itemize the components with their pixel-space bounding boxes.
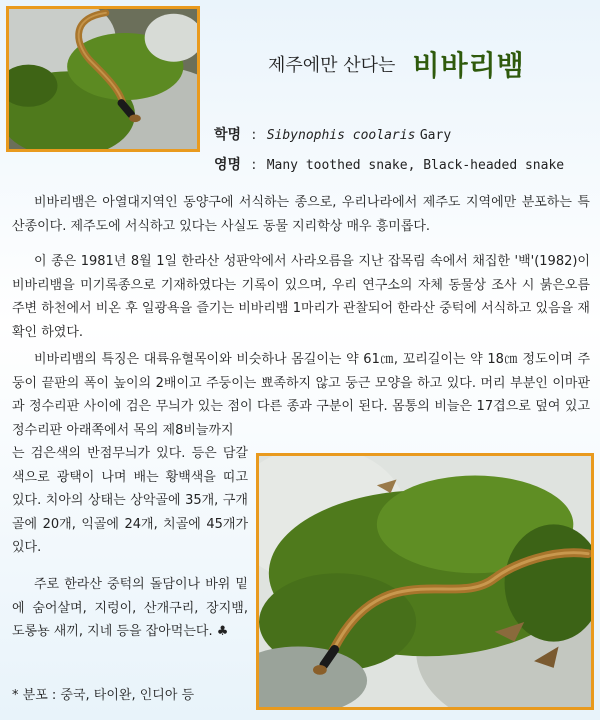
paragraph-intro xyxy=(12,191,590,238)
paragraph-habitat-text: 주로 한라산 중턱의 돌담이나 바위 밑에 숨어살며, 지렁이, 산개구리, 장지뱀, 도롱뇽 새끼, 지네 등을 잡아먹는다. ♣ xyxy=(12,577,248,639)
page-title xyxy=(268,44,525,84)
snake-photo-bottom xyxy=(256,453,594,710)
scientific-name-row xyxy=(214,124,451,144)
paragraph-features-cont-text: 는 검은색의 반점무늬가 있다. 등은 담갈색으로 광택이 나며 배는 황백색을 띠고 있다. 치아의 상태는 상악골에 35개, 구개골에 20개, 익골에 24개, 치골에 45개가 있다. xyxy=(12,446,248,555)
paragraph-habitat xyxy=(12,573,248,644)
scientific-name-label: 학명 xyxy=(214,127,242,143)
paragraph-intro-text: 비바리뱀은 아열대지역인 동양구에 서식하는 종으로, 우리나라에서 제주도 지역에만 분포하는 특산종이다. 제주도에 서식하고 있다는 사실도 동물 지리학상 매우 흥미롭다. xyxy=(12,195,590,234)
title-prefix: 제주에만 산다는 xyxy=(268,55,396,76)
english-name: Many toothed snake, Black-headed snake xyxy=(266,158,565,173)
scientific-name: Sibynophis coolaris xyxy=(266,128,416,143)
paragraph-record xyxy=(12,250,590,344)
english-name-sep: : xyxy=(251,157,257,173)
paragraph-features-cont xyxy=(12,442,248,560)
scientific-name-sep: : xyxy=(251,127,257,143)
snake-photo-top xyxy=(6,6,200,152)
paragraph-features xyxy=(12,348,590,442)
title-name: 비바리뱀 xyxy=(412,49,525,82)
snake-photo-bottom-image xyxy=(259,456,591,707)
paragraph-features-text: 비바리뱀의 특징은 대륙유혈목이와 비슷하나 몸길이는 약 61㎝, 꼬리길이는 약 18㎝ 정도이며 주둥이 끝판의 폭이 높이의 2배이고 주둥이는 뾰족하지 않고 둥근 모양을 하고 있다. 머리 부분인 이마판과 정수리판 사이에 검은 무늬가 있는 점이 다른 종과 구분이 된다. 몸통의 비늘은 17겹으로 덮여 있고 정수리판 아래쪽에서 목의 제8비늘까지 xyxy=(12,352,590,438)
english-name-row xyxy=(214,154,564,174)
scientific-author: Gary xyxy=(419,128,452,143)
snake-photo-top-image xyxy=(9,9,197,149)
distribution-note: * 분포 : 중국, 타이완, 인디아 등 xyxy=(12,688,195,703)
english-name-label: 영명 xyxy=(214,157,242,173)
paragraph-record-text: 이 종은 1981년 8월 1일 한라산 성판악에서 사라오름을 지난 잡목림 속에서 채집한 '백'(1982)이 비바리뱀을 미기록종으로 기재하였다는 기록이 있으며, 우리 연구소의 자체 동물상 조사 시 붉은오름 주변 하천에서 비온 후 일광욕을 즐기는 비바리뱀 1마리가 관찰되어 한라산 중턱에 서식하고 있음을 재확인 하였다. xyxy=(12,254,590,340)
